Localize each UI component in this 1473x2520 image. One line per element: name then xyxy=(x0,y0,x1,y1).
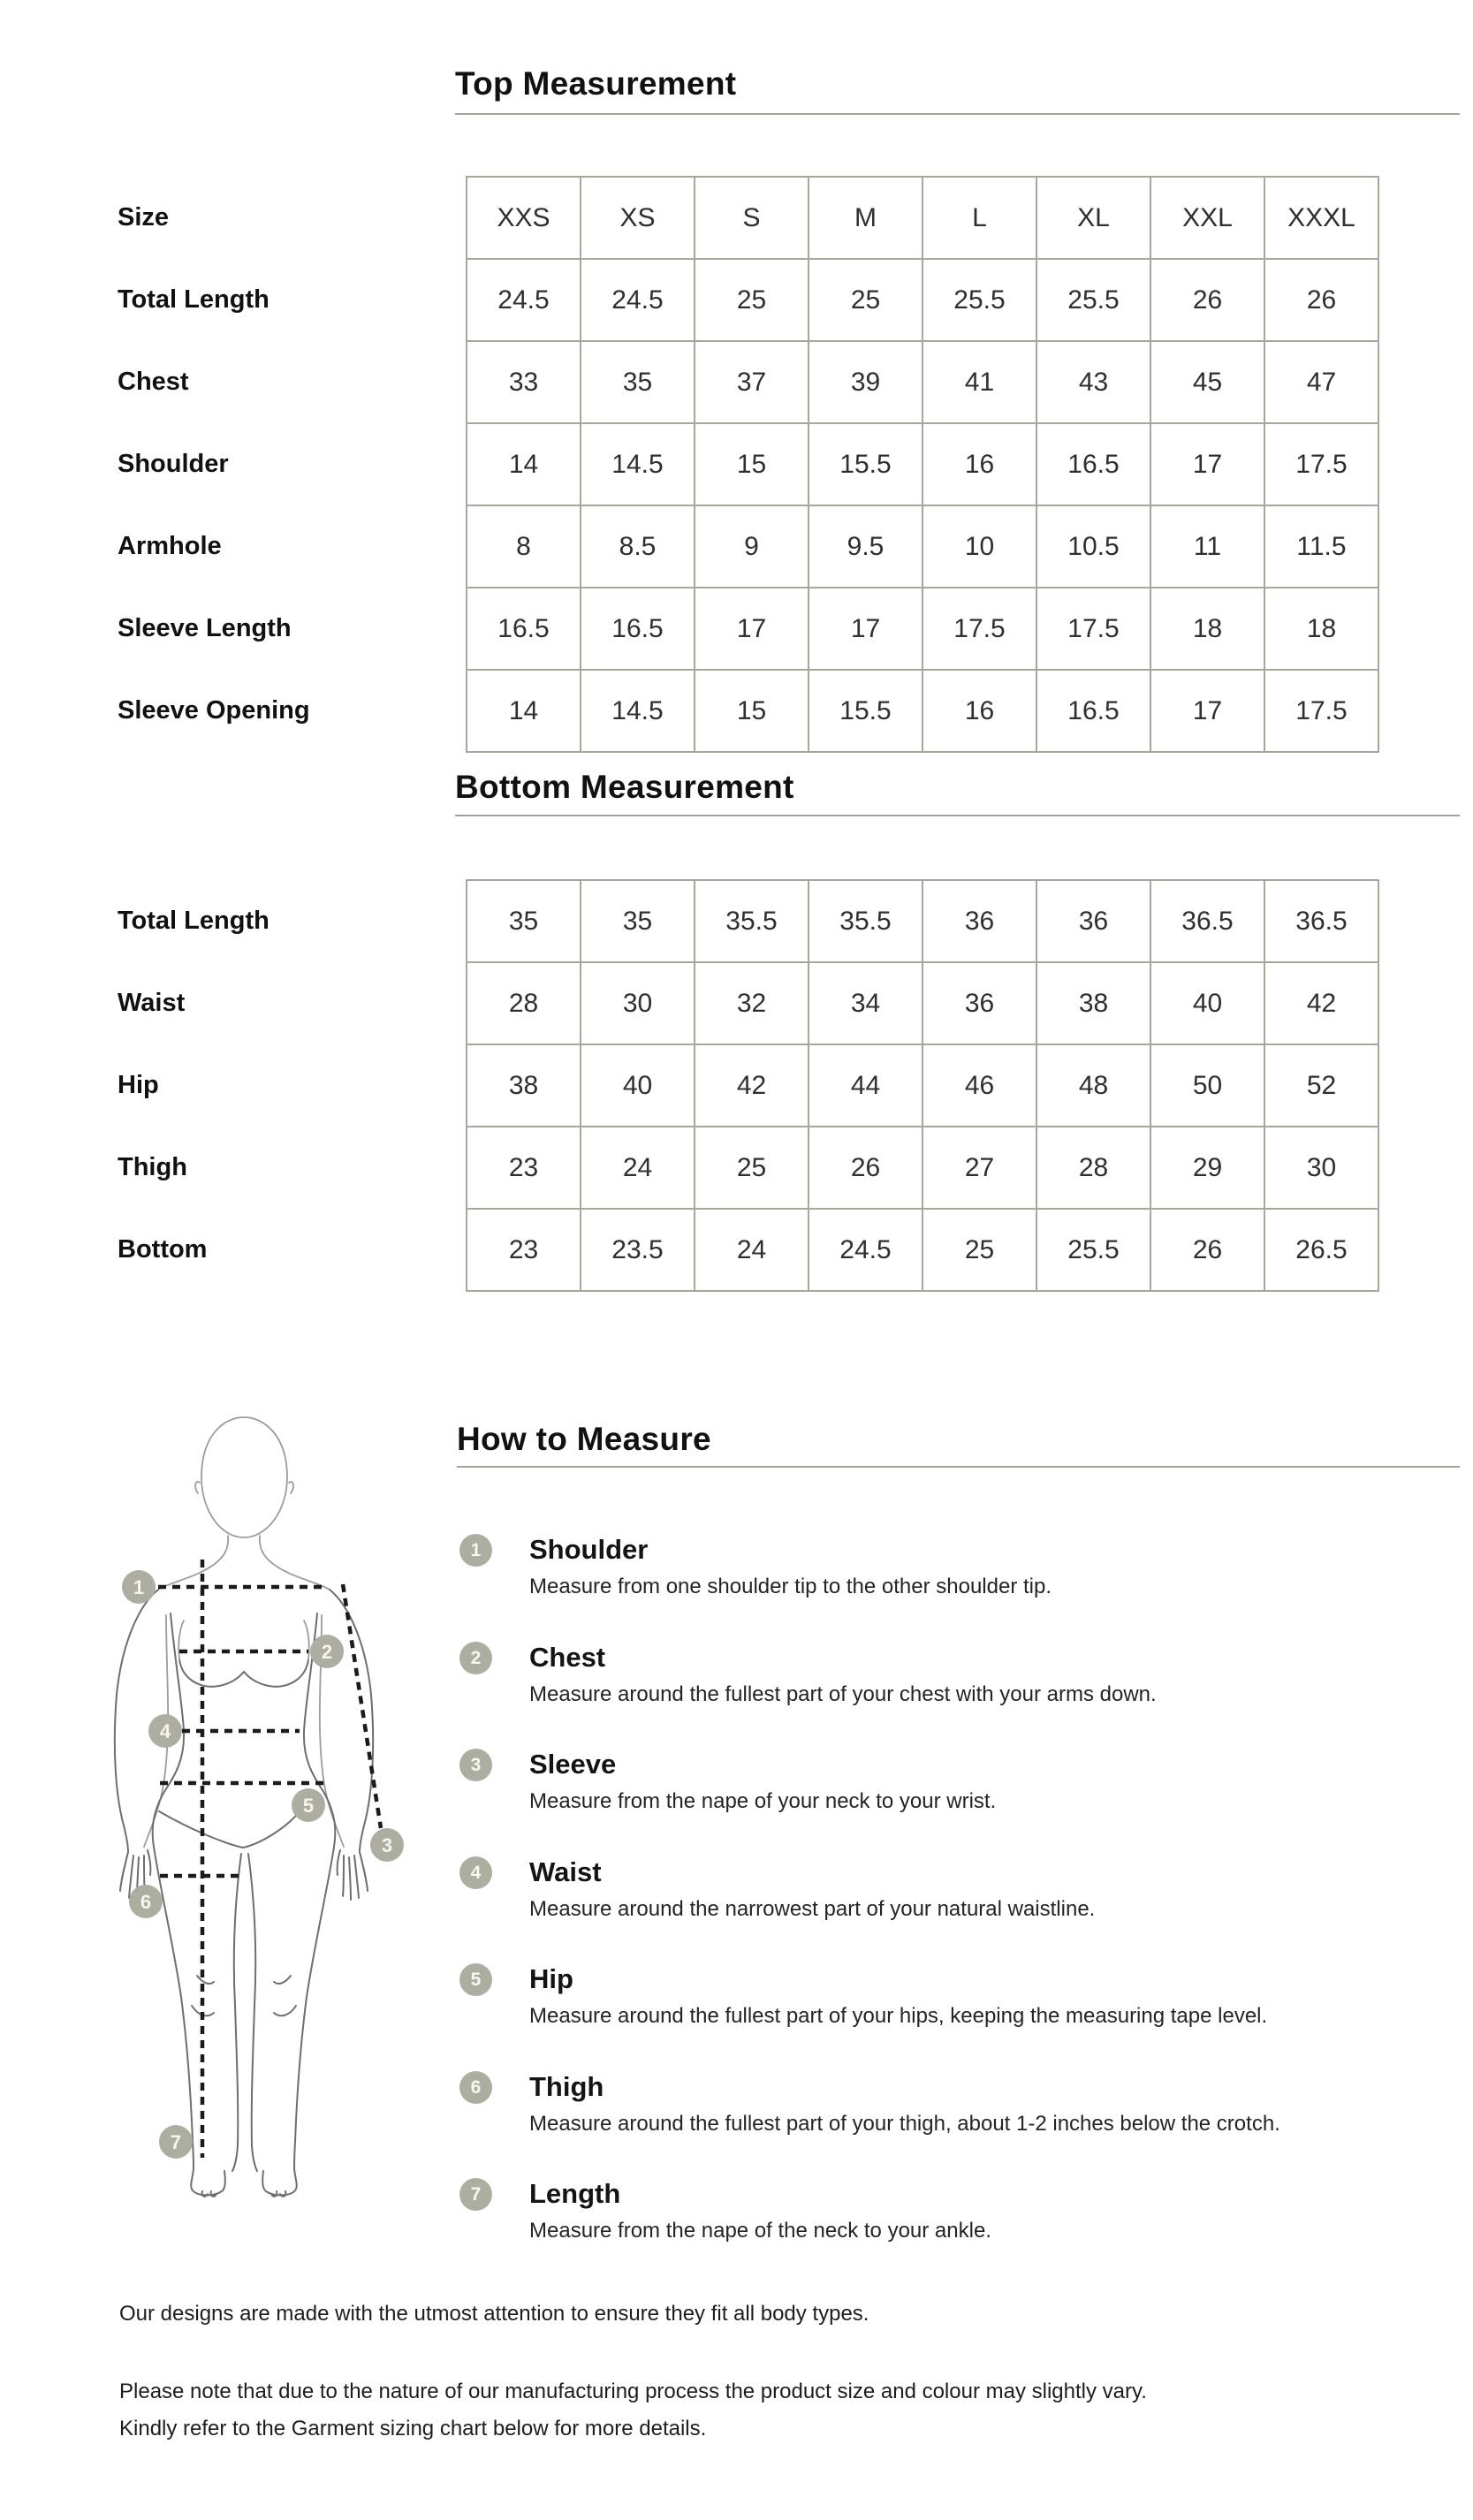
table-cell: 10.5 xyxy=(1036,505,1150,588)
table-cell: 17 xyxy=(695,588,809,670)
step-description: Measure from the nape of the neck to your ankle. xyxy=(529,2219,991,2243)
table-cell: XXXL xyxy=(1264,177,1378,259)
table-cell: 30 xyxy=(581,962,695,1044)
step-title: Shoulder xyxy=(529,1534,649,1565)
table-cell: 8.5 xyxy=(581,505,695,588)
table-cell: 36 xyxy=(1036,880,1150,962)
table-cell: XL xyxy=(1036,177,1150,259)
diagram-marker-7 xyxy=(159,2125,193,2159)
table-cell: 16.5 xyxy=(581,588,695,670)
table-cell: 25 xyxy=(923,1209,1036,1291)
table-cell: S xyxy=(695,177,809,259)
table-cell: 44 xyxy=(809,1044,923,1127)
table-row xyxy=(118,1209,1378,1291)
measure-step xyxy=(459,1856,1473,1963)
measure-step xyxy=(459,1641,1473,1749)
table-cell: 17 xyxy=(1150,423,1264,505)
top-measurement-table xyxy=(118,176,1379,753)
table-cell: 40 xyxy=(581,1044,695,1127)
table-cell: 24 xyxy=(695,1209,809,1291)
step-number-badge: 2 xyxy=(459,1642,492,1674)
table-cell: 42 xyxy=(1264,962,1378,1044)
table-cell: 17.5 xyxy=(923,588,1036,670)
svg-text:1: 1 xyxy=(133,1576,145,1598)
row-label: Sleeve Opening xyxy=(118,696,310,725)
table-cell: 18 xyxy=(1150,588,1264,670)
row-label: Size xyxy=(118,203,170,232)
figure-torso-right xyxy=(294,1613,335,2168)
table-cell: 16.5 xyxy=(1036,670,1150,752)
step-description: Measure around the fullest part of your hips, keeping the measuring tape level. xyxy=(529,2004,1268,2028)
table-cell: XS xyxy=(581,177,695,259)
table-cell: 15.5 xyxy=(809,670,923,752)
svg-text:2: 2 xyxy=(321,1641,333,1663)
step-title: Chest xyxy=(529,1641,606,1673)
table-row xyxy=(118,505,1378,588)
step-number-badge: 3 xyxy=(459,1749,492,1781)
row-label: Bottom xyxy=(118,1235,208,1264)
table-cell: 8 xyxy=(467,505,581,588)
table-row xyxy=(118,259,1378,341)
table-cell: 46 xyxy=(923,1044,1036,1127)
table-cell: 15.5 xyxy=(809,423,923,505)
table-cell: 25 xyxy=(809,259,923,341)
step-number-badge: 4 xyxy=(459,1856,492,1889)
figure-hand-right xyxy=(338,1850,368,1900)
table-cell: 45 xyxy=(1150,341,1264,423)
step-description: Measure from one shoulder tip to the other shoulder tip. xyxy=(529,1575,1052,1598)
svg-text:4: 4 xyxy=(159,1720,171,1742)
table-cell: 29 xyxy=(1150,1127,1264,1209)
table-cell: L xyxy=(923,177,1036,259)
svg-text:3: 3 xyxy=(381,1834,393,1856)
table-cell: 36 xyxy=(923,880,1036,962)
table-cell: 25 xyxy=(695,259,809,341)
diagram-marker-3 xyxy=(370,1828,404,1862)
table-cell: 35.5 xyxy=(695,880,809,962)
table-cell: 26 xyxy=(1150,259,1264,341)
row-label: Total Length xyxy=(118,285,270,314)
row-label: Total Length xyxy=(118,907,270,935)
table-cell: 14 xyxy=(467,423,581,505)
table-cell: 17.5 xyxy=(1264,423,1378,505)
table-cell: 16.5 xyxy=(467,588,581,670)
measure-step xyxy=(459,2177,1473,2285)
sleeve-measure-line xyxy=(343,1584,381,1828)
table-cell: 10 xyxy=(923,505,1036,588)
step-description: Measure around the fullest part of your thigh, about 1-2 inches below the crotch. xyxy=(529,2111,1280,2136)
row-label: Sleeve Length xyxy=(118,614,292,642)
row-label: Waist xyxy=(118,989,186,1017)
figure-knee-right xyxy=(274,1976,296,2015)
diagram-marker-2 xyxy=(310,1635,344,1668)
table-cell: 36.5 xyxy=(1264,880,1378,962)
table-row xyxy=(118,423,1378,505)
bottom-measurement-table xyxy=(118,879,1379,1292)
step-title: Waist xyxy=(529,1856,602,1887)
figure-ear-right xyxy=(289,1482,293,1493)
table-cell: 23.5 xyxy=(581,1209,695,1291)
row-label: Armhole xyxy=(118,532,222,560)
table-cell: 14.5 xyxy=(581,423,695,505)
row-label: Thigh xyxy=(118,1153,187,1181)
figure-ear-left xyxy=(195,1482,200,1493)
figure-bikini-line xyxy=(159,1811,300,1848)
table-cell: 17.5 xyxy=(1036,588,1150,670)
top-measurement-title: Top Measurement xyxy=(455,65,737,102)
table-row xyxy=(118,177,1378,259)
step-number-badge: 6 xyxy=(459,2071,492,2104)
table-cell: 14.5 xyxy=(581,670,695,752)
table-cell: 33 xyxy=(467,341,581,423)
table-cell: 40 xyxy=(1150,962,1264,1044)
row-label: Hip xyxy=(118,1071,159,1099)
table-cell: 52 xyxy=(1264,1044,1378,1127)
table-cell: 23 xyxy=(467,1127,581,1209)
table-cell: 24.5 xyxy=(581,259,695,341)
table-cell: 38 xyxy=(1036,962,1150,1044)
table-row xyxy=(118,670,1378,752)
table-cell: 38 xyxy=(467,1044,581,1127)
measure-step xyxy=(459,1533,1473,1641)
table-cell: 14 xyxy=(467,670,581,752)
figure-bust-side-right xyxy=(304,1621,309,1659)
figure-bust-line xyxy=(179,1659,308,1687)
table-cell: 26 xyxy=(1150,1209,1264,1291)
table-cell: 16 xyxy=(923,423,1036,505)
table-cell: 15 xyxy=(695,423,809,505)
table-cell: 11 xyxy=(1150,505,1264,588)
measure-step xyxy=(459,1748,1473,1856)
figure-inner-leg-right xyxy=(248,1854,257,2171)
table-cell: 50 xyxy=(1150,1044,1264,1127)
table-cell: 41 xyxy=(923,341,1036,423)
table-row xyxy=(118,1127,1378,1209)
table-cell: 16.5 xyxy=(1036,423,1150,505)
figure-knee-left xyxy=(192,1976,214,2015)
table-cell: 34 xyxy=(809,962,923,1044)
how-to-measure-list xyxy=(459,1533,1473,2285)
diagram-marker-6 xyxy=(129,1885,163,1918)
table-cell: 18 xyxy=(1264,588,1378,670)
figure-neck-right xyxy=(260,1536,330,1590)
table-cell: 39 xyxy=(809,341,923,423)
table-cell: 11.5 xyxy=(1264,505,1378,588)
measure-step xyxy=(459,1962,1473,2070)
table-cell: 35 xyxy=(467,880,581,962)
how-to-measure-divider xyxy=(457,1466,1460,1468)
row-label: Chest xyxy=(118,368,189,396)
step-description: Measure around the narrowest part of your natural waistline. xyxy=(529,1896,1096,1921)
figure-bust-side-left xyxy=(178,1621,184,1659)
figure-inner-leg-left xyxy=(232,1854,241,2171)
footer-note-fit: Our designs are made with the utmost attention to ensure they fit all body types. xyxy=(119,2302,869,2326)
table-cell: 25.5 xyxy=(1036,259,1150,341)
table-cell: 15 xyxy=(695,670,809,752)
footer-note-variance: Please note that due to the nature of our manufacturing process the product size and colour may slightly vary. xyxy=(119,2380,1147,2403)
table-cell: 36 xyxy=(923,962,1036,1044)
table-cell: 26.5 xyxy=(1264,1209,1378,1291)
table-cell: 43 xyxy=(1036,341,1150,423)
svg-text:6: 6 xyxy=(140,1891,152,1913)
svg-text:7: 7 xyxy=(170,2131,182,2153)
table-cell: 32 xyxy=(695,962,809,1044)
step-number-badge: 7 xyxy=(459,2178,492,2211)
step-title: Thigh xyxy=(529,2070,604,2102)
figure-arm-left xyxy=(115,1590,158,1852)
table-cell: 25.5 xyxy=(1036,1209,1150,1291)
table-cell: 25.5 xyxy=(923,259,1036,341)
table-cell: 9.5 xyxy=(809,505,923,588)
figure-foot-right xyxy=(262,2168,297,2197)
svg-text:5: 5 xyxy=(302,1795,315,1817)
step-description: Measure from the nape of your neck to your wrist. xyxy=(529,1789,997,1813)
step-title: Sleeve xyxy=(529,1749,617,1780)
row-label: Shoulder xyxy=(118,450,229,478)
table-cell: 16 xyxy=(923,670,1036,752)
step-number-badge: 5 xyxy=(459,1963,492,1996)
step-title: Hip xyxy=(529,1963,573,1994)
bottom-measurement-title: Bottom Measurement xyxy=(455,769,794,805)
table-cell: 17.5 xyxy=(1264,670,1378,752)
table-cell: 35.5 xyxy=(809,880,923,962)
bottom-section-divider xyxy=(455,815,1460,816)
diagram-marker-5 xyxy=(292,1788,325,1822)
table-row xyxy=(118,588,1378,670)
table-cell: 26 xyxy=(1264,259,1378,341)
table-cell: 24 xyxy=(581,1127,695,1209)
figure-neck-left xyxy=(158,1536,228,1590)
table-cell: 35 xyxy=(581,880,695,962)
table-row xyxy=(118,962,1378,1044)
table-cell: 17 xyxy=(1150,670,1264,752)
table-cell: 26 xyxy=(809,1127,923,1209)
step-title: Length xyxy=(529,2178,621,2209)
how-to-measure-title: How to Measure xyxy=(457,1421,711,1457)
table-cell: M xyxy=(809,177,923,259)
table-cell: 25 xyxy=(695,1127,809,1209)
body-diagram xyxy=(94,1403,408,2207)
table-cell: 48 xyxy=(1036,1044,1150,1127)
table-cell: 17 xyxy=(809,588,923,670)
table-cell: 9 xyxy=(695,505,809,588)
table-cell: 36.5 xyxy=(1150,880,1264,962)
step-description: Measure around the fullest part of your chest with your arms down. xyxy=(529,1681,1157,1706)
table-cell: 23 xyxy=(467,1209,581,1291)
table-cell: 28 xyxy=(1036,1127,1150,1209)
table-cell: 37 xyxy=(695,341,809,423)
table-cell: XXS xyxy=(467,177,581,259)
figure-foot-left xyxy=(191,2168,225,2197)
diagram-marker-1 xyxy=(122,1570,156,1604)
table-row xyxy=(118,1044,1378,1127)
table-cell: 42 xyxy=(695,1044,809,1127)
measure-step xyxy=(459,2070,1473,2178)
table-cell: 30 xyxy=(1264,1127,1378,1209)
step-number-badge: 1 xyxy=(459,1534,492,1567)
table-cell: 28 xyxy=(467,962,581,1044)
table-cell: 47 xyxy=(1264,341,1378,423)
footer-note-refer: Kindly refer to the Garment sizing chart below for more details. xyxy=(119,2417,707,2440)
top-section-divider xyxy=(455,113,1460,115)
figure-head xyxy=(201,1417,287,1537)
table-cell: 24.5 xyxy=(467,259,581,341)
table-row xyxy=(118,880,1378,962)
table-cell: 35 xyxy=(581,341,695,423)
table-cell: 27 xyxy=(923,1127,1036,1209)
table-cell: 24.5 xyxy=(809,1209,923,1291)
diagram-marker-4 xyxy=(148,1714,182,1748)
table-cell: XXL xyxy=(1150,177,1264,259)
table-row xyxy=(118,341,1378,423)
